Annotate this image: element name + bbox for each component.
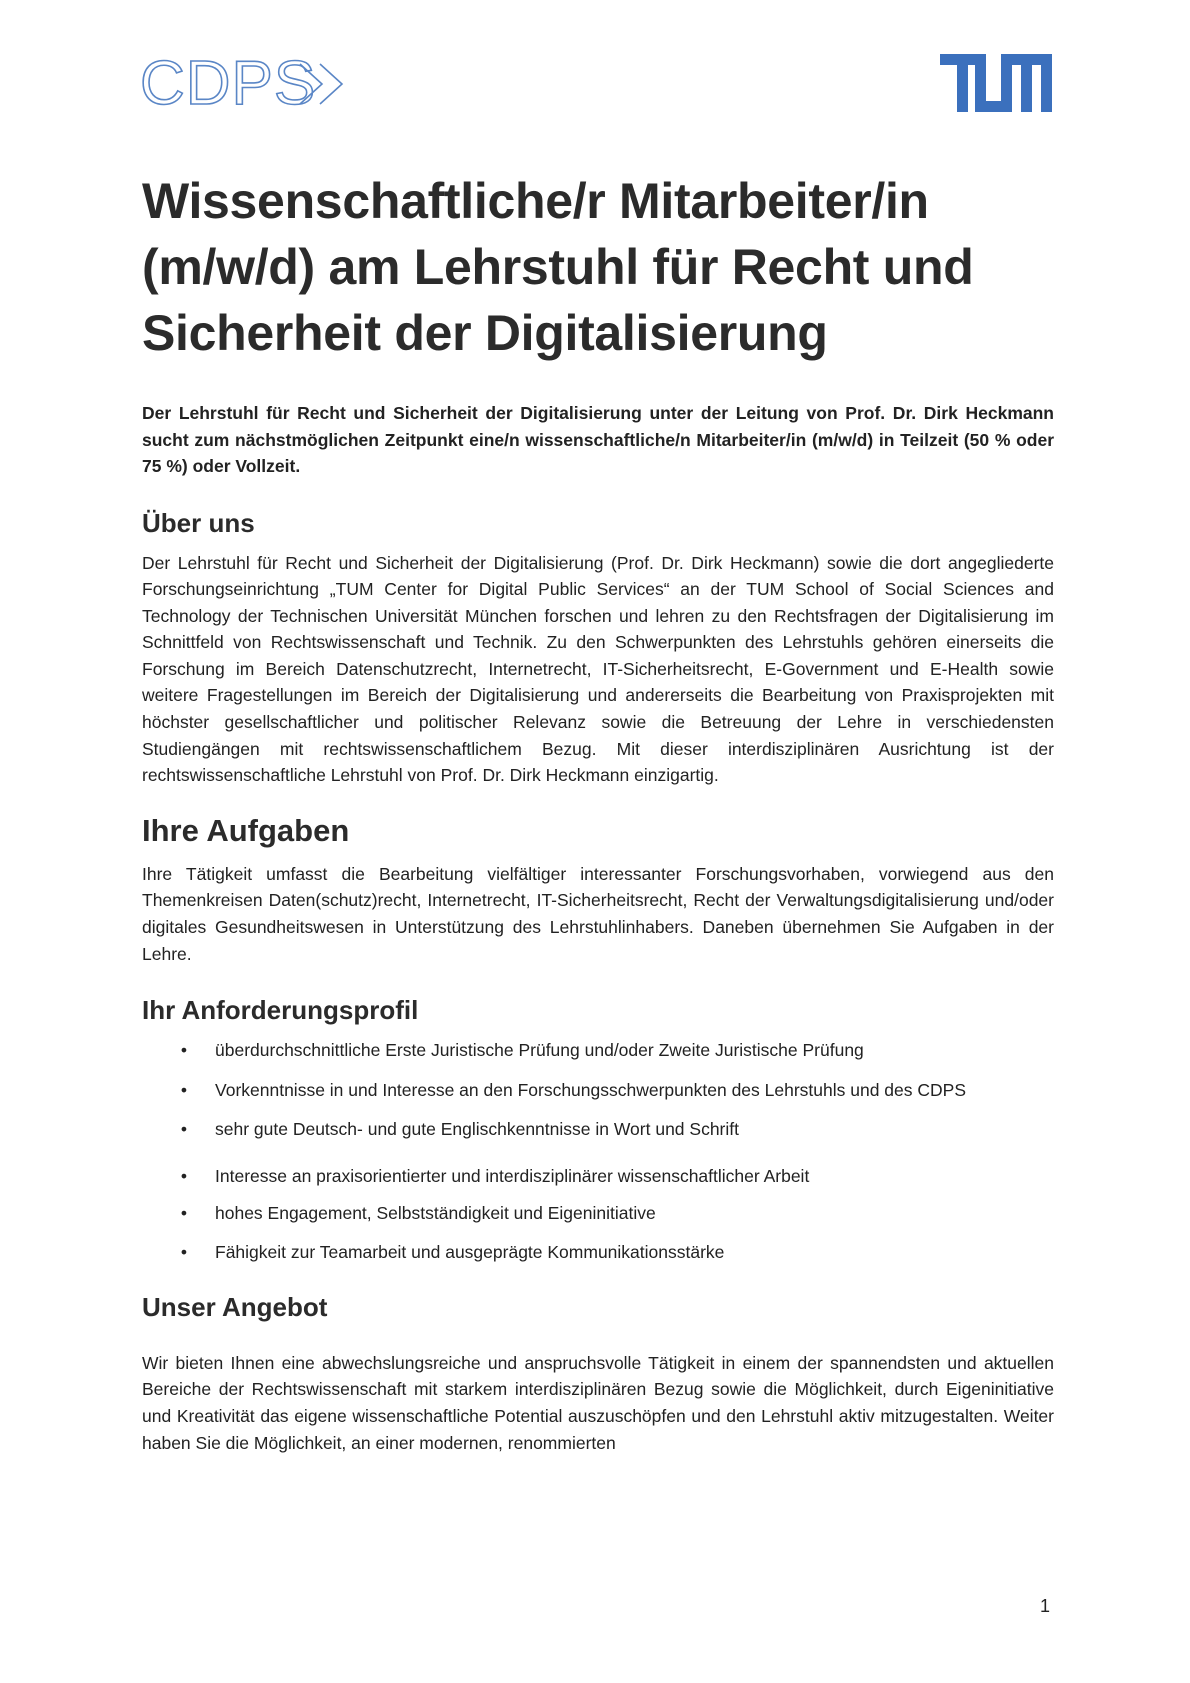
bullet-icon: • bbox=[180, 1119, 188, 1140]
bullet-icon: • bbox=[180, 1040, 188, 1061]
list-item-text: Interesse an praxisorientierter und interdisziplinärer wissenschaftlicher Arbeit bbox=[215, 1166, 810, 1186]
bullet-icon: • bbox=[180, 1202, 188, 1223]
section-heading-anforderungsprofil: Ihr Anforderungsprofil bbox=[142, 995, 419, 1026]
angebot-text: Wir bieten Ihnen eine abwechslungsreiche und anspruchsvolle Tätigkeit in einem der spannendsten und aktuellen Bereiche der Rechtswissenschaft mit starkem interdisziplinären Bezug sowie die Möglichkeit, durch Eigeninitiative und Kreativität das eigene wissenschaftliche Potential auszuschöpfen und den Lehrstuhl aktiv mitzugestalten. Weiter haben Sie die Möglichkeit, an einer modernen, renommierten bbox=[142, 1352, 1054, 1453]
document-body bbox=[142, 168, 1054, 1456]
bullet-icon: • bbox=[180, 1079, 188, 1100]
page-title: Wissenschaftliche/r Mitarbeiter/in (m/w/d) am Lehrstuhl für Recht und Sicherheit der Digitalisierung bbox=[142, 173, 974, 361]
page-number: 1 bbox=[1040, 1596, 1051, 1616]
ueber-uns-text: Der Lehrstuhl für Recht und Sicherheit der Digitalisierung (Prof. Dr. Dirk Heckmann) sowie die dort angegliederte Forschungseinrichtung „TUM Center for Digital Public Services“ an der TUM School of Social Sciences and Technology der Technischen Universität München forschen und lehren zu den Rechtsfragen der Digitalisierung im Schnittfeld von Rechtswissenschaft und Technik. Zu den Schwerpunkten des Lehrstuhls gehören einerseits die Forschung im Bereich Datenschutzrecht, Internetrecht, IT-Sicherheitsrecht, E-Government und E-Health sowie weitere Fragestellungen im Bereich der Digitalisierung und andererseits die Bearbeitung von Praxisprojekten mit höchster gesellschaftlicher und politischer Relevanz sowie die Betreuung der Lehre in verschiedensten Studiengängen mit rechtswissenschaftlichem Bezug. Mit dieser interdisziplinären Ausrichtung ist der rechtswissenschaftliche Lehrstuhl von Prof. Dr. Dirk Heckmann einzigartig. bbox=[142, 552, 1054, 786]
bullet-icon: • bbox=[180, 1166, 188, 1186]
cdps-logo-text: CDPS bbox=[140, 52, 317, 116]
cdps-logo bbox=[140, 52, 380, 116]
tum-logo bbox=[940, 54, 1052, 112]
list-item-text: sehr gute Deutsch- und gute Englischkenntnisse in Wort und Schrift bbox=[215, 1119, 739, 1140]
list-item bbox=[142, 1200, 1054, 1227]
bullet-icon: • bbox=[180, 1242, 188, 1263]
list-item-text: überdurchschnittliche Erste Juristische Prüfung und/oder Zweite Juristische Prüfung bbox=[215, 1040, 864, 1061]
requirements-list bbox=[142, 1037, 1054, 1266]
section-heading-ueber-uns: Über uns bbox=[142, 507, 255, 538]
list-item-text: hohes Engagement, Selbstständigkeit und Eigeninitiative bbox=[215, 1202, 656, 1223]
list-item bbox=[142, 1077, 1054, 1104]
lead-paragraph: Der Lehrstuhl für Recht und Sicherheit der Digitalisierung unter der Leitung von Prof. Dr. Dirk Heckmann sucht zum nächstmöglichen Zeitpunkt eine/n wissenschaftliche/n Mitarbeiter/in (m/w/d) in Teilzeit (50 % oder 75 %) oder Vollzeit. bbox=[142, 403, 1054, 476]
list-item bbox=[142, 1037, 1054, 1064]
list-item-text: Vorkenntnisse in und Interesse an den Forschungsschwerpunkten des Lehrstuhls und des CDPS bbox=[215, 1079, 967, 1100]
list-item bbox=[142, 1239, 1054, 1266]
section-heading-angebot: Unser Angebot bbox=[142, 1291, 328, 1322]
aufgaben-text: Ihre Tätigkeit umfasst die Bearbeitung vielfältiger interessanter Forschungsvorhaben, vorwiegend aus den Themenkreisen Daten(schutz)recht, Internetrecht, IT-Sicherheitsrecht, Recht der Verwaltungsdigitalisierung und/oder digitales Gesundheitswesen in Unterstützung des Lehrstuhlinhabers. Daneben übernehmen Sie Aufgaben in der Lehre. bbox=[142, 863, 1054, 964]
list-item-text: Fähigkeit zur Teamarbeit und ausgeprägte Kommunikationsstärke bbox=[215, 1242, 725, 1263]
section-heading-aufgaben: Ihre Aufgaben bbox=[142, 812, 350, 848]
list-item bbox=[142, 1163, 1054, 1190]
chevron-right-icon bbox=[320, 64, 342, 104]
list-item bbox=[142, 1116, 1054, 1143]
